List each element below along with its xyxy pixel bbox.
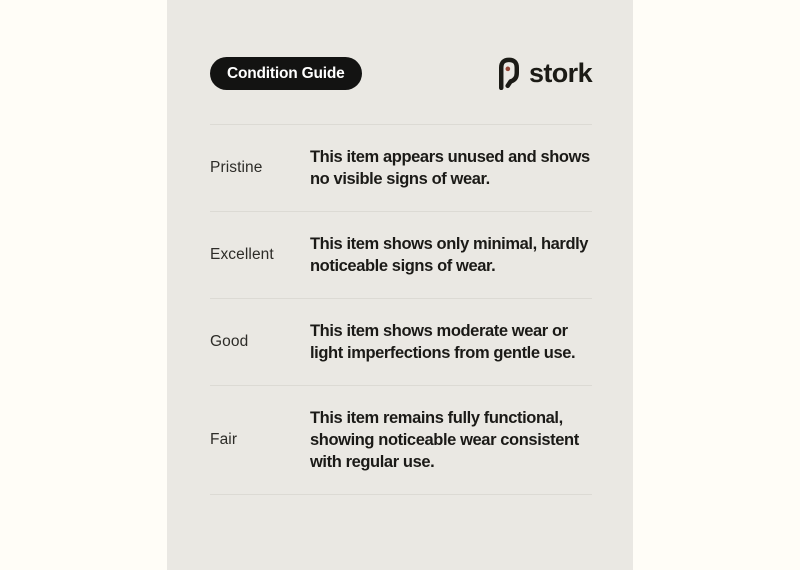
condition-description: This item shows moderate wear or light imperfections from gentle use.: [310, 322, 576, 362]
condition-table: [210, 124, 592, 495]
condition-label: Fair: [210, 431, 238, 448]
condition-label: Pristine: [210, 159, 263, 176]
condition-guide-card: [167, 0, 633, 570]
table-row-good: [210, 298, 592, 385]
logo-eye-dot: [505, 66, 510, 71]
logo-wordmark: stork: [528, 57, 592, 88]
condition-description: This item appears unused and shows no visible signs of wear.: [310, 148, 590, 188]
condition-label: Good: [210, 333, 249, 350]
table-row-excellent: [210, 211, 592, 298]
condition-guide-badge: Condition Guide: [210, 57, 362, 90]
stork-logo: [497, 57, 592, 90]
condition-label: Excellent: [210, 246, 274, 263]
stork-bird-icon: [497, 57, 521, 90]
condition-description: This item shows only minimal, hardly noticeable signs of wear.: [310, 235, 589, 275]
table-row-fair: [210, 385, 592, 495]
card-header: [210, 56, 592, 90]
table-row-pristine: [210, 124, 592, 211]
condition-description: This item remains fully functional, showing noticeable wear consistent with regular use.: [310, 409, 579, 471]
